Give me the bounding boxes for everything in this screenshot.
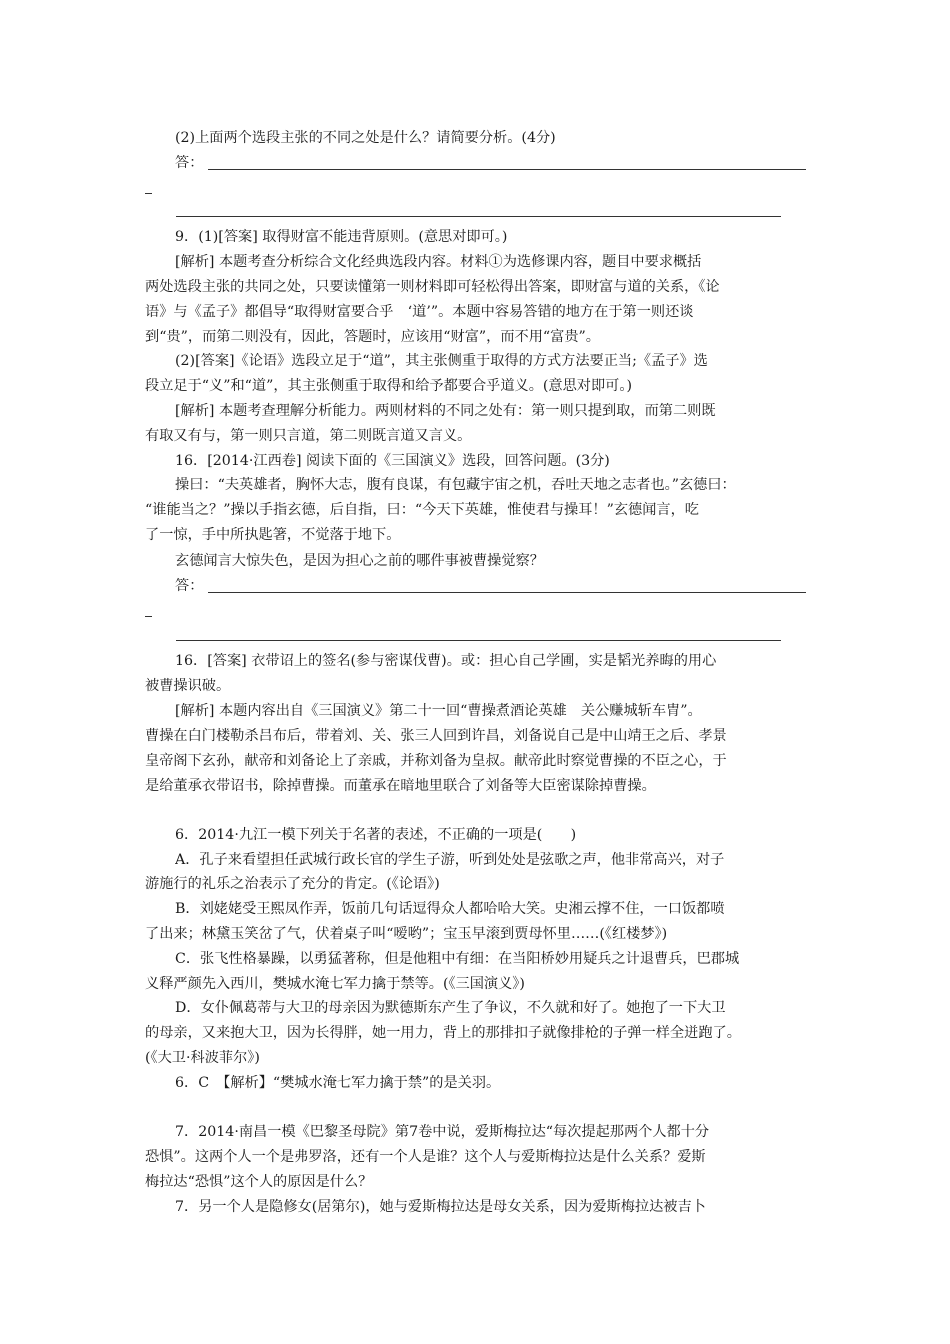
- answer-line-end: [145, 616, 152, 617]
- q16-analysis-line: 曹操在白门楼勒杀吕布后，带着刘、关、张三人回到许昌，刘备说自己是中山靖王之后、孝景: [145, 728, 727, 744]
- q16-passage-line: 操曰：“夫英雄者，胸怀大志，腹有良谋，有包藏宇宙之机，吞吐天地之志者也。”玄德曰：: [175, 477, 736, 493]
- q16-passage-line: “谁能当之？”操以手指玄德，后自指，曰：“今天下英雄，惟使君与操耳！”玄德闻言，吃: [145, 502, 699, 518]
- answer-line: [176, 216, 781, 217]
- q7-answer: 7．另一个人是隐修女(居第尔)，她与爱斯梅拉达是母女关系，因为爱斯梅拉达被吉卜: [175, 1199, 706, 1215]
- q16-analysis-line: 是给董承衣带诏书，除掉曹操。而董承在暗地里联合了刘备等大臣密谋除掉曹操。: [145, 778, 656, 794]
- q7-question: 7．2014·南昌一模《巴黎圣母院》第7卷中说，爱斯梅拉达“每次提起那两个人都十分: [175, 1124, 710, 1140]
- q9-analysis-line: 两处选段主张的共同之处，只要读懂第一则材料即可轻松得出答案，即财富与道的关系，《论: [145, 279, 720, 295]
- answer-line-end: [145, 193, 152, 194]
- q9-answer2-analysis: [解析] 本题考查理解分析能力。两则材料的不同之处有：第一则只提到取，而第二则既: [175, 403, 716, 419]
- q9-analysis-line: [解析] 本题考查分析综合文化经典选段内容。材料①为选修课内容，题目中要求概括: [175, 254, 702, 270]
- q6-option-d: D．女仆佩葛蒂与大卫的母亲因为默德斯东产生了争议，不久就和好了。她抱了一下大卫: [175, 1000, 726, 1016]
- q9-sub2-question: (2)上面两个选段主张的不同之处是什么？请简要分析。(4分): [175, 130, 556, 146]
- q7-question: 梅拉达“恐惧”这个人的原因是什么？: [145, 1174, 373, 1190]
- q9-answer2-line: (2)[答案]《论语》选段立足于“道”，其主张侧重于取得的方式方法要正当;《孟子》选: [175, 353, 708, 369]
- q6-answer: 6．C 【解析】“樊城水淹七军力擒于禁”的是关羽。: [175, 1075, 501, 1091]
- q6-option-b: B．刘姥姥受王熙凤作弄，饭前几句话逗得众人都哈哈大笑。史湘云撑不住，一口饭都喷: [175, 901, 725, 917]
- q6-option-a: A．孔子来看望担任武城行政长官的学生子游，听到处处是弦歌之声，他非常高兴，对子: [175, 852, 725, 868]
- q6-question: 6．2014·九江一模下列关于名著的表述，不正确的一项是( ): [175, 827, 577, 843]
- q16-question-heading: 16．[2014·江西卷] 阅读下面的《三国演义》选段，回答问题。(3分): [175, 453, 610, 469]
- q6-option-d: 的母亲，又来抱大卫，因为长得胖，她一用力，背上的那排扣子就像排枪的子弹一样全迸跑了。: [145, 1025, 741, 1041]
- q6-option-b: 了出来；林黛玉笑岔了气，伏着桌子叫“嗳哟”；宝玉早滚到贾母怀里……(《红楼梦》): [145, 926, 668, 942]
- q16-question-prompt: 玄德闻言大惊失色，是因为担心之前的哪件事被曹操觉察？: [175, 553, 544, 569]
- q16-answer-line: 16．[答案] 衣带诏上的签名(参与密谋伐曹)。或：担心自己学圃，实是韬光养晦的用心: [175, 653, 717, 669]
- q6-option-c: C．张飞性格暴躁，以勇猛著称，但是他粗中有细：在当阳桥妙用疑兵之计退曹兵，巴郡城: [175, 951, 740, 967]
- answer-line: [208, 592, 806, 593]
- q9-answer2-analysis: 有取又有与，第一则只言道，第二则既言道又言义。: [145, 428, 472, 444]
- q6-option-c: 义释严颜先入西川，樊城水淹七军力擒于禁等。(《三国演义》): [145, 976, 525, 992]
- q7-question: 恐惧”。这两个人一个是弗罗洛，还有一个人是谁？这个人与爱斯梅拉达是什么关系？爱斯: [145, 1149, 706, 1165]
- q9-answer-label: 答：: [175, 155, 204, 171]
- q16-passage-line: 了一惊，手中所执匙箸，不觉落于地下。: [145, 527, 401, 543]
- q9-answer2-line: 段立足于“义”和“道”，其主张侧重于取得和给予都要合乎道义。(意思对即可。): [145, 378, 632, 394]
- q16-answer-line: 被曹操识破。: [145, 678, 231, 694]
- answer-line: [208, 169, 806, 170]
- q9-answer-heading: 9．(1)[答案] 取得财富不能违背原则。(意思对即可。): [175, 229, 508, 245]
- answer-line: [176, 640, 781, 641]
- q9-analysis-line: 到“贵”，而第二则没有，因此，答题时，应该用“财富”，而不用“富贵”。: [145, 329, 600, 345]
- q16-analysis-line: [解析] 本题内容出自《三国演义》第二十一回“曹操煮酒论英雄 关公赚城斩车胄”。: [175, 703, 702, 719]
- q6-option-d: (《大卫·科波菲尔》): [145, 1050, 260, 1066]
- q9-analysis-line: 语》与《孟子》都倡导“取得财富要合乎 ‘道’”。本题中容易答错的地方在于第一则还谈: [145, 304, 694, 320]
- q16-answer-label: 答：: [175, 578, 204, 594]
- q16-analysis-line: 皇帝阁下玄孙，献帝和刘备论上了亲戚，并称刘备为皇叔。献帝此时察觉曹操的不臣之心，于: [145, 753, 727, 769]
- q6-option-a: 游施行的礼乐之治表示了充分的肯定。(《论语》): [145, 876, 440, 892]
